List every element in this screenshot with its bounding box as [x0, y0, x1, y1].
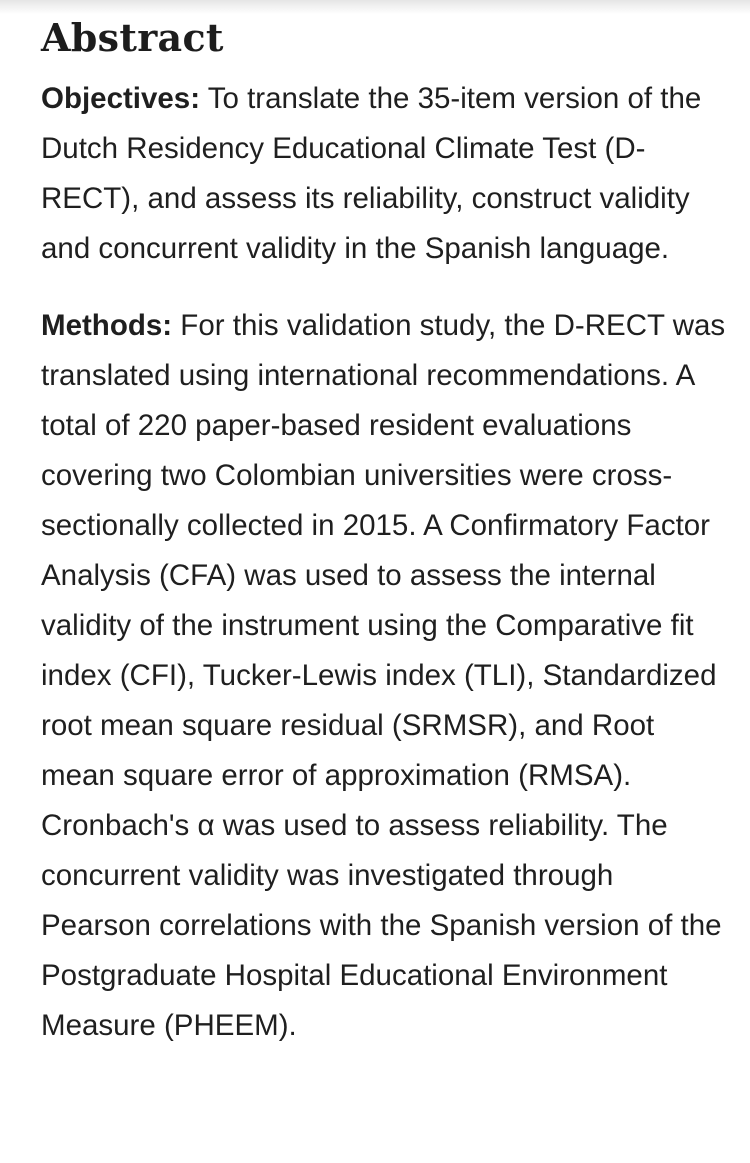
methods-label: Methods: [41, 309, 173, 342]
methods-text: For this validation study, the D-RECT was translated using international recommendations. A total of 220 paper-based resident evaluations covering two Colombian universities were cross-sectionally collected in 2015. A Confirmatory Factor Analysis (CFA) was used to assess the internal validity of the instrument using the Comparative fit index (CFI), Tucker-Lewis index (TLI), Standardized root mean square residual (SRMSR), and Root mean square error of approximation (RMSA). Cronbach's α was used to assess reliability. The concurrent validity was investigated through Pearson correlations with the Spanish version of the Postgraduate Hospital Educational Environment Measure (PHEEM). [41, 309, 726, 1042]
abstract-section [41, 14, 731, 1051]
top-scroll-shadow [0, 0, 750, 14]
objectives-label: Objectives: [41, 82, 201, 115]
objectives-paragraph [41, 74, 731, 274]
objectives-text: To translate the 35-item version of the Dutch Residency Educational Climate Test (D-RECT), and assess its reliability, construct validity and concurrent validity in the Spanish language. [41, 82, 702, 265]
methods-paragraph [41, 301, 731, 1051]
abstract-heading: Abstract [41, 15, 224, 60]
